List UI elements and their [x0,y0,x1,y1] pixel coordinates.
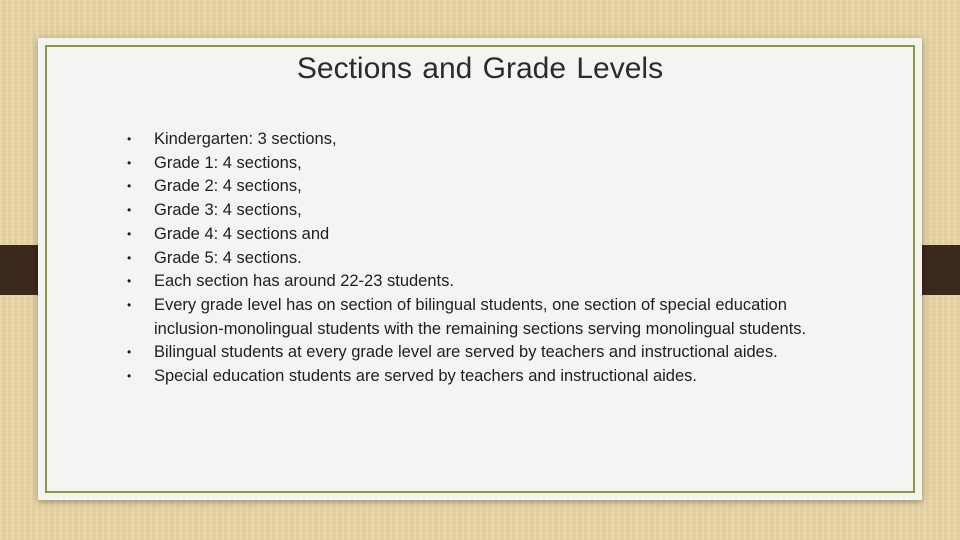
bullet-icon: • [127,132,132,146]
list-item [127,247,817,271]
list-item [127,365,817,389]
bullet-icon: • [127,155,132,170]
list-item [127,199,817,223]
bullet-text: Grade 1: 4 sections, [154,153,302,172]
bullet-text: Grade 5: 4 sections. [154,248,302,267]
bullet-icon: • [127,297,132,312]
bullet-text: Each section has around 22-23 students. [154,272,454,291]
bullet-text: Every grade level has on section of bilingual students, one section of special education inclusion-monolingual students with the remaining sections serving monolingual students. [154,295,807,338]
bullet-text: Grade 4: 4 sections and [154,224,330,243]
bullet-text: Special education students are served by teachers and instructional aides. [154,367,697,386]
bullet-text: Kindergarten: 3 sections, [154,130,337,148]
slide-title: Sections and Grade Levels [296,52,664,85]
bullet-icon: • [127,250,132,265]
list-item [127,175,817,199]
bullet-icon: • [127,274,132,289]
list-item [127,223,817,247]
slide-card [38,38,922,500]
list-item [127,152,817,176]
bullet-icon: • [127,345,132,360]
bullet-list [127,128,817,389]
bullet-text: Grade 2: 4 sections, [154,177,302,196]
bullet-text: Bilingual students at every grade level are served by teachers and instructional aides. [154,343,778,362]
list-item [127,341,817,365]
bullet-icon: • [127,369,132,384]
bullet-icon: • [127,203,132,218]
bullet-icon: • [127,226,132,241]
list-item [127,128,817,152]
bullet-text: Grade 3: 4 sections, [154,201,302,220]
bullet-icon: • [127,179,132,194]
list-item [127,270,817,294]
list-item [127,294,817,341]
